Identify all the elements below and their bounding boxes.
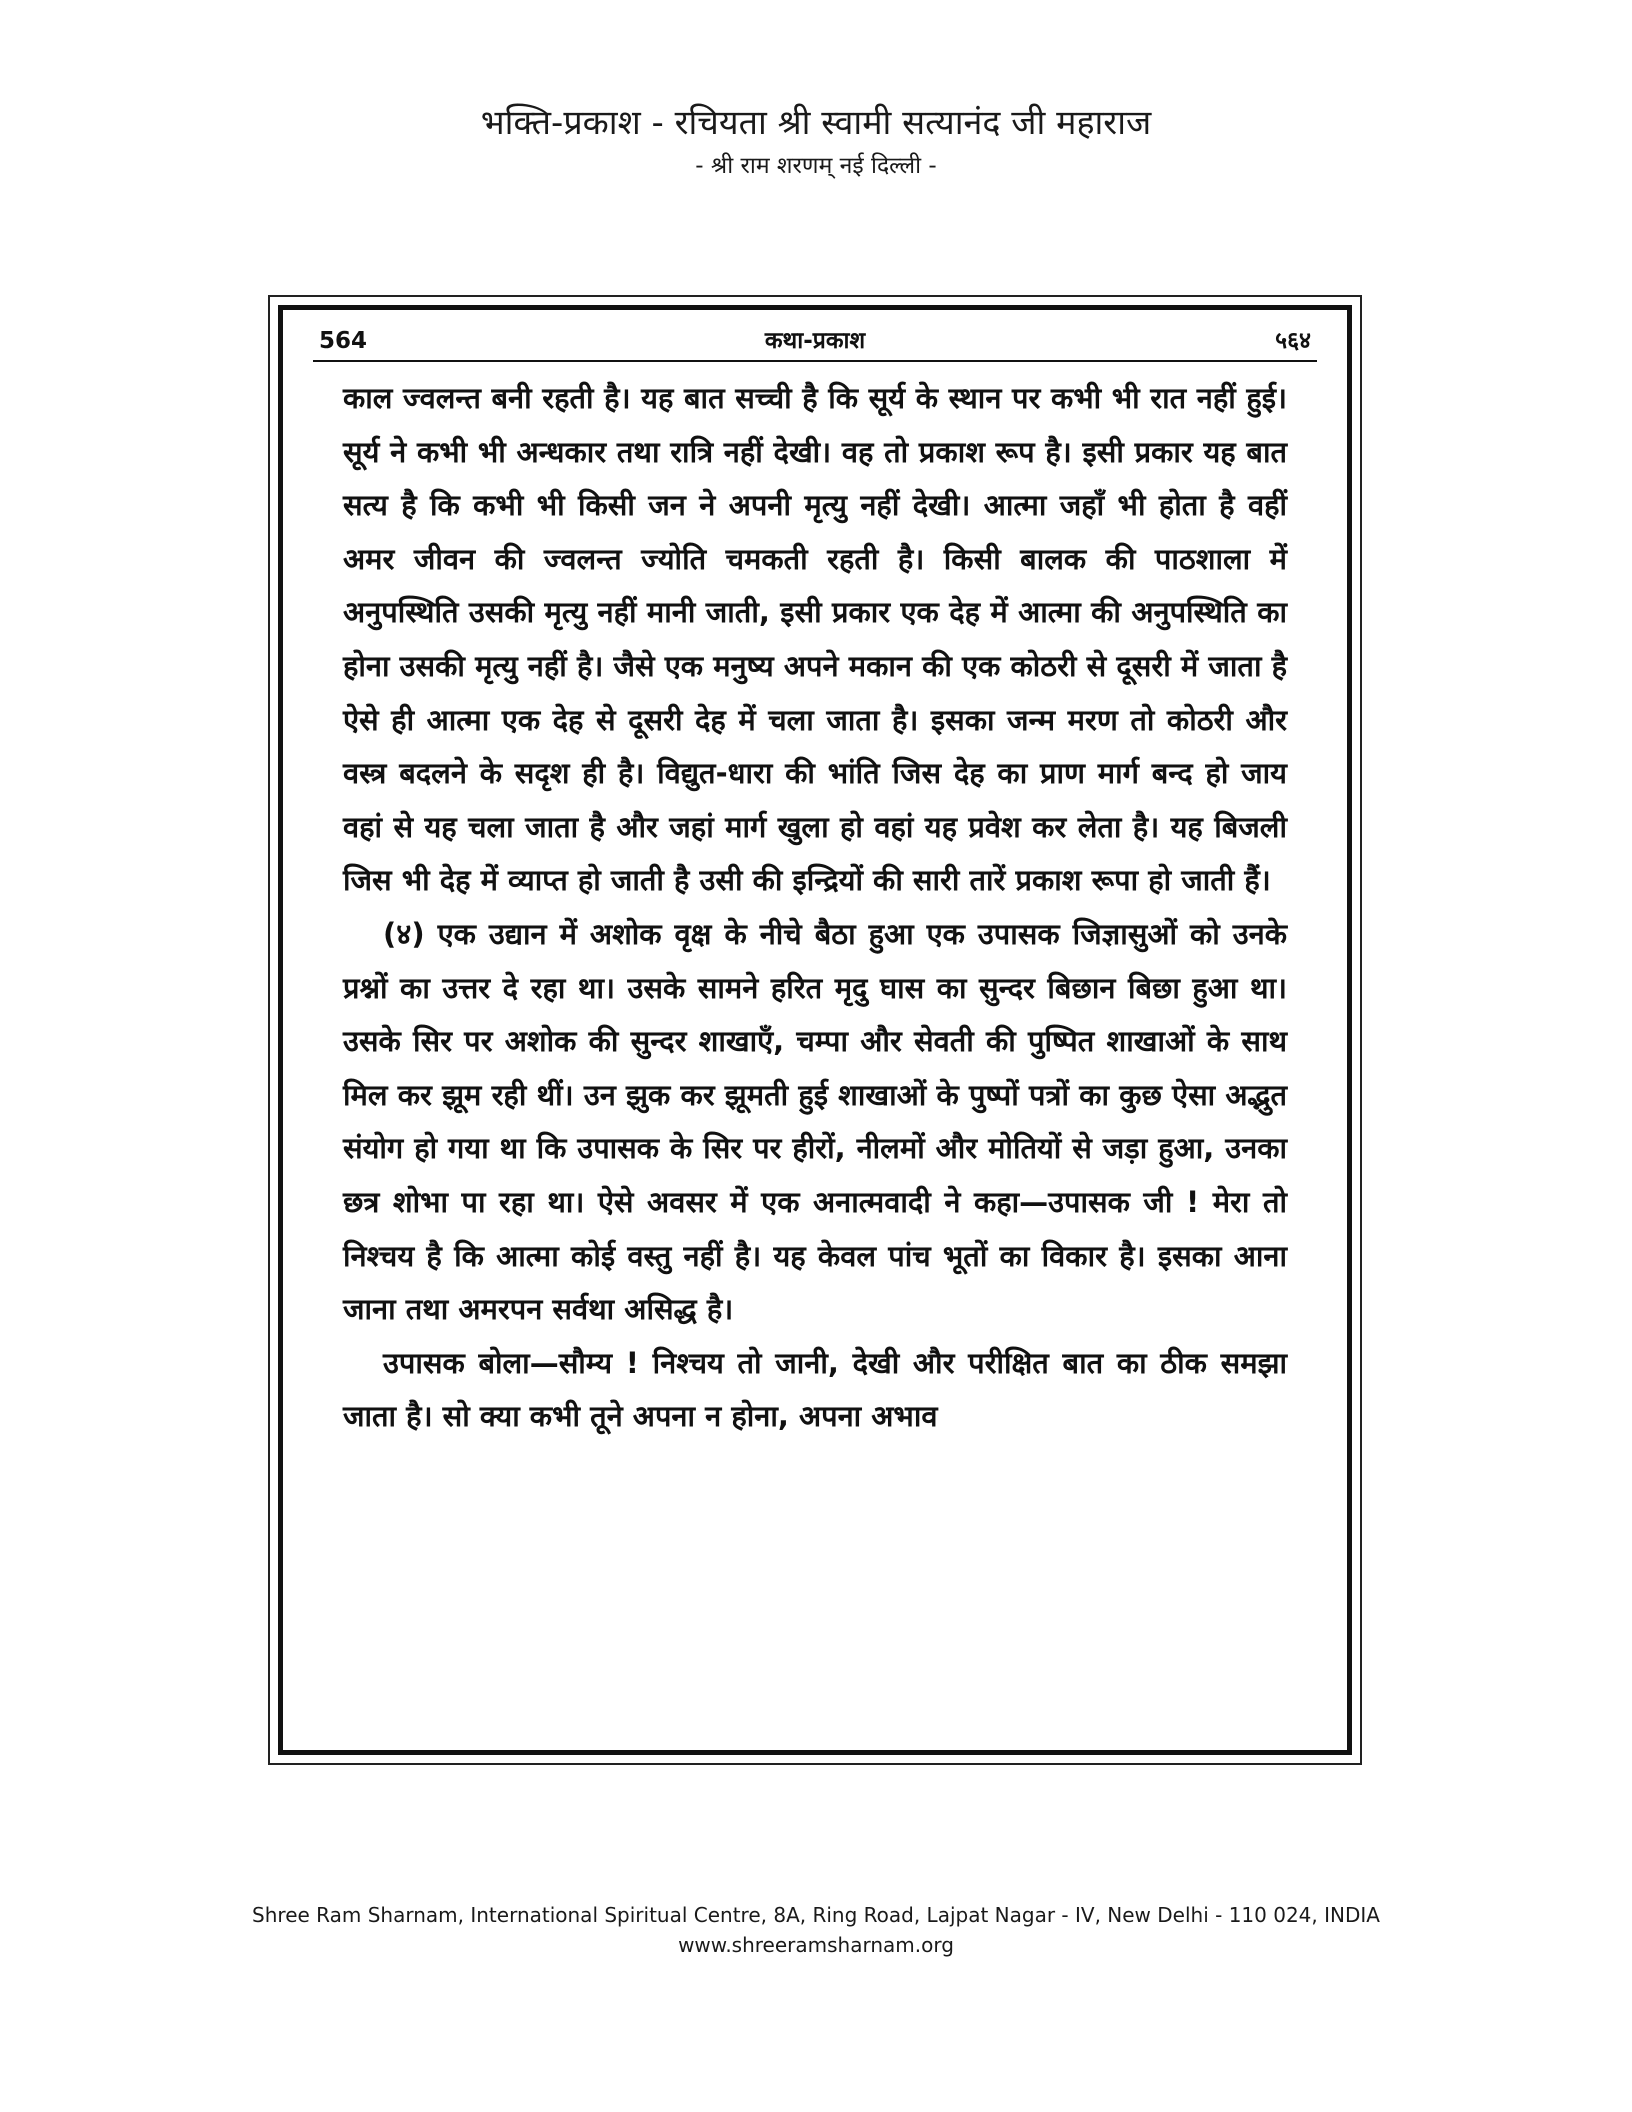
running-head [313,322,1317,362]
page-frame [268,295,1362,1765]
paragraph-2: (४) एक उद्यान में अशोक वृक्ष के नीचे बैठा हुआ एक उपासक जिज्ञासुओं को उनके प्रश्नों का उत्तर दे रहा था। उसके सामने हरित मृदु घास का सुन्दर बिछान बिछा हुआ था। उसके सिर पर अशोक की सुन्दर शाखाएँ, चम्पा और सेवती की पुष्पित शाखाओं के साथ मिल कर झूम रही थीं। उन झुक कर झूमती हुई शाखाओं के पुष्पों पत्रों का कुछ ऐसा अद्भुत संयोग हो गया था कि उपासक के सिर पर हीरों, नीलमों और मोतियों से जड़ा हुआ, उनका छत्र शोभा पा रहा था। ऐसे अवसर में एक अनात्मवादी ने कहा—उपासक जी ! मेरा तो निश्चय है कि आत्मा कोई वस्तु नहीं है। यह केवल पांच भूतों का विकार है। इसका आना जाना तथा अमरपन सर्वथा असिद्ध है। [343,916,1287,1327]
paragraph-3: उपासक बोला—सौम्य ! निश्चय तो जानी, देखी और परीक्षित बात का ठीक समझा जाता है। सो क्या कभी तूने अपना न होना, अपना अभाव [343,1345,1287,1434]
page-number-arabic: 564 [319,328,368,354]
page-frame-inner [278,305,1352,1755]
page-header [0,100,1632,186]
body-text [343,372,1287,1444]
paragraph-1: काल ज्वलन्त बनी रहती है। यह बात सच्ची है कि सूर्य के स्थान पर कभी भी रात नहीं हुई। सूर्य ने कभी भी अन्धकार तथा रात्रि नहीं देखी। वह तो प्रकाश रूप है। इसी प्रकार यह बात सत्य है कि कभी भी किसी जन ने अपनी मृत्यु नहीं देखी। आत्मा जहाँ भी होता है वहीं अमर जीवन की ज्वलन्त ज्योति चमकती रहती है। किसी बालक की पाठशाला में अनुपस्थिति उसकी मृत्यु नहीं मानी जाती, इसी प्रकार एक देह में आत्मा की अनुपस्थिति का होना उसकी मृत्यु नहीं है। जैसे एक मनुष्य अपने मकान की एक कोठरी से दूसरी में जाता है ऐसे ही आत्मा एक देह से दूसरी देह में चला जाता है। इसका जन्म मरण तो कोठरी और वस्त्र बदलने के सदृश ही है। विद्युत-धारा की भांति जिस देह का प्राण मार्ग बन्द हो जाय वहां से यह चला जाता है और जहां मार्ग खुला हो वहां यह प्रवेश कर लेता है। यह बिजली जिस भी देह में व्याप्त हो जाती है उसी की इन्द्रियों की सारी तारें प्रकाश रूपा हो जाती हैं। [343,381,1287,898]
footer-website: www.shreeramsharnam.org [678,1933,954,1957]
header-title: भक्ति-प्रकाश - रचियता श्री स्वामी सत्यानंद जी महाराज [480,103,1152,143]
header-subtitle: - श्री राम शरणम् नई दिल्ली - [695,153,937,179]
page-number-devanagari: ५६४ [1275,328,1311,354]
chapter-title: कथा-प्रकाश [764,328,866,354]
footer-address: Shree Ram Sharnam, International Spiritual Centre, 8A, Ring Road, Lajpat Nagar - IV, New Delhi - 110 024, INDIA [252,1903,1380,1927]
page-footer [0,1900,1632,1960]
